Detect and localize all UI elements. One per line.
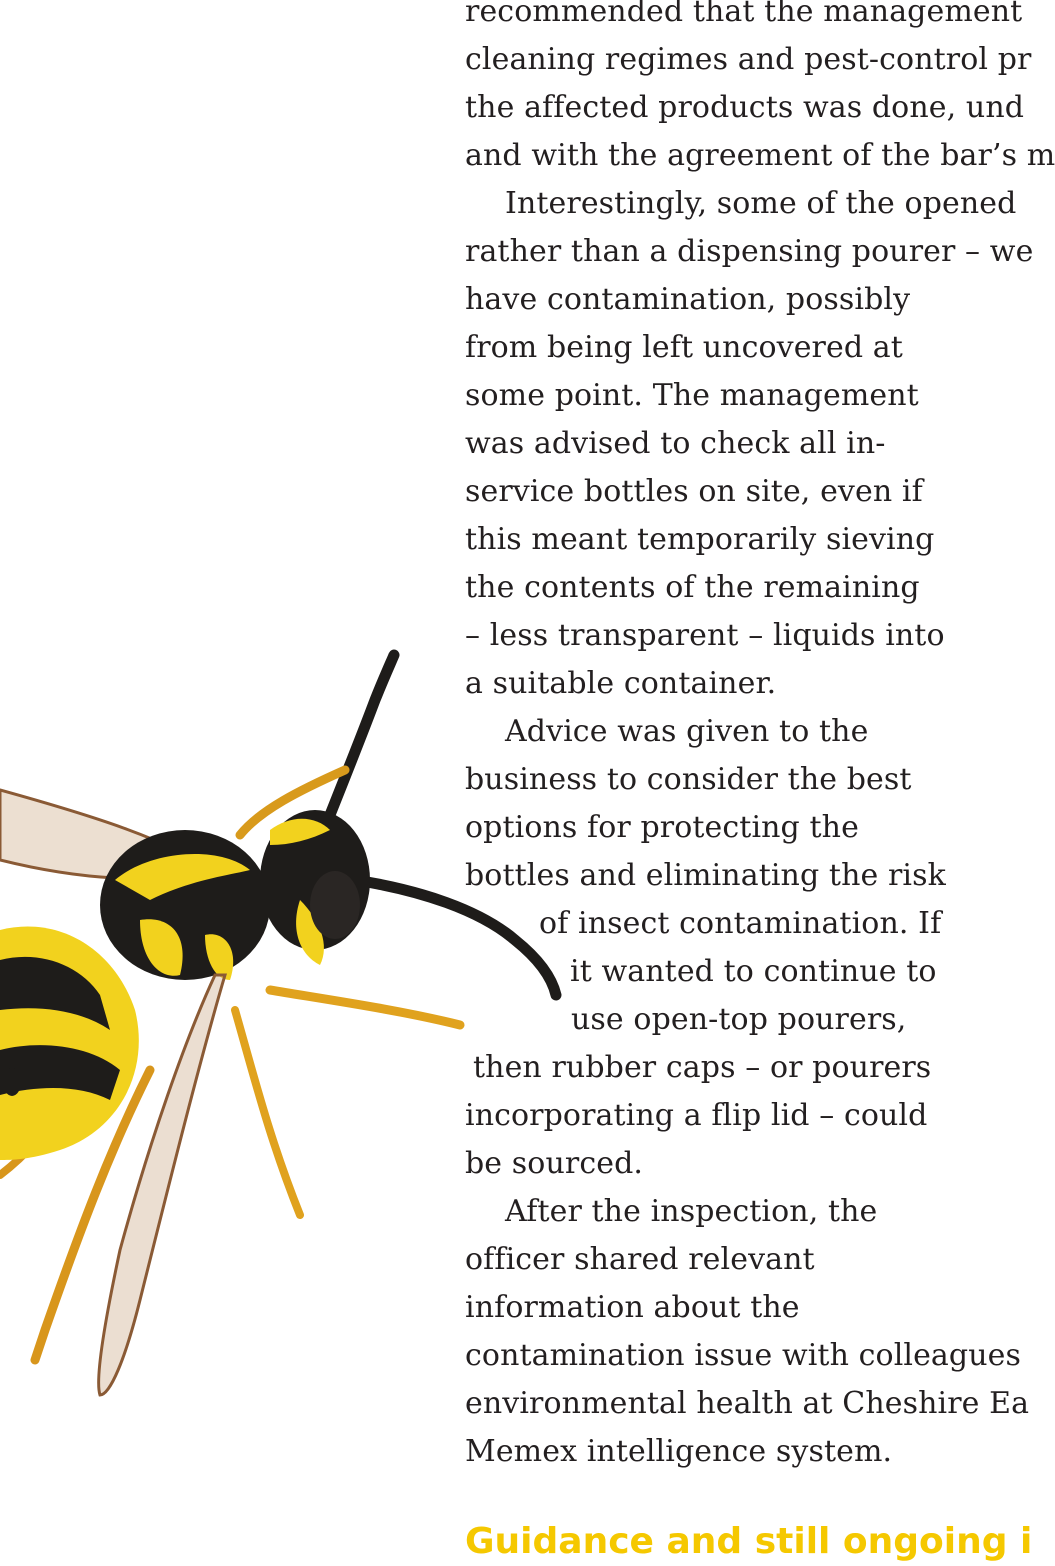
article-text-line: environmental health at Cheshire Ea [465,1386,1030,1421]
article-text-line: incorporating a flip lid – could [465,1098,928,1133]
article-text-line: be sourced. [465,1146,644,1181]
article-text-line: – less transparent – liquids into [465,618,945,653]
article-text-line: some point. The management [465,378,919,413]
article-text-line: After the inspection, the [505,1194,878,1229]
article-text-line: the affected products was done, und [465,90,1025,125]
article-text-line: options for protecting the [465,810,859,845]
article-text-line: from being left uncovered at [465,330,903,365]
article-text-line: Memex intelligence system. [465,1434,893,1469]
article-text-line: cleaning regimes and pest-control pr [465,42,1032,77]
article-text-line: a suitable container. [465,666,777,701]
article-text-line: was advised to check all in- [465,426,886,461]
article-text-line: this meant temporarily sieving [465,522,935,557]
article-text-line: the contents of the remaining [465,570,920,605]
article-text-line: recommended that the management [465,0,1023,29]
article-text-line: it wanted to continue to [570,954,937,989]
article-text-line: Interestingly, some of the opened [505,186,1017,221]
article-text-line: business to consider the best [465,762,912,797]
article-text-line: contamination issue with colleagues [465,1338,1021,1373]
article-text-line: bottles and eliminating the risk [465,858,946,893]
article-text-line: of insect contamination. If [539,906,942,941]
article-text-line: then rubber caps – or pourers [473,1050,932,1085]
article-text-line: service bottles on site, even if [465,474,923,509]
article-text-line: officer shared relevant [465,1242,815,1277]
article-text-line: Advice was given to the [505,714,869,749]
section-heading: Guidance and still ongoing i [465,1521,1033,1562]
article-text-line: use open-top pourers, [571,1002,907,1037]
article-text-line: rather than a dispensing pourer – we [465,234,1034,269]
article-text-line: and with the agreement of the bar’s m [465,138,1055,173]
article-text-line: information about the [465,1290,800,1325]
article-text-line: have contamination, possibly [465,282,911,317]
